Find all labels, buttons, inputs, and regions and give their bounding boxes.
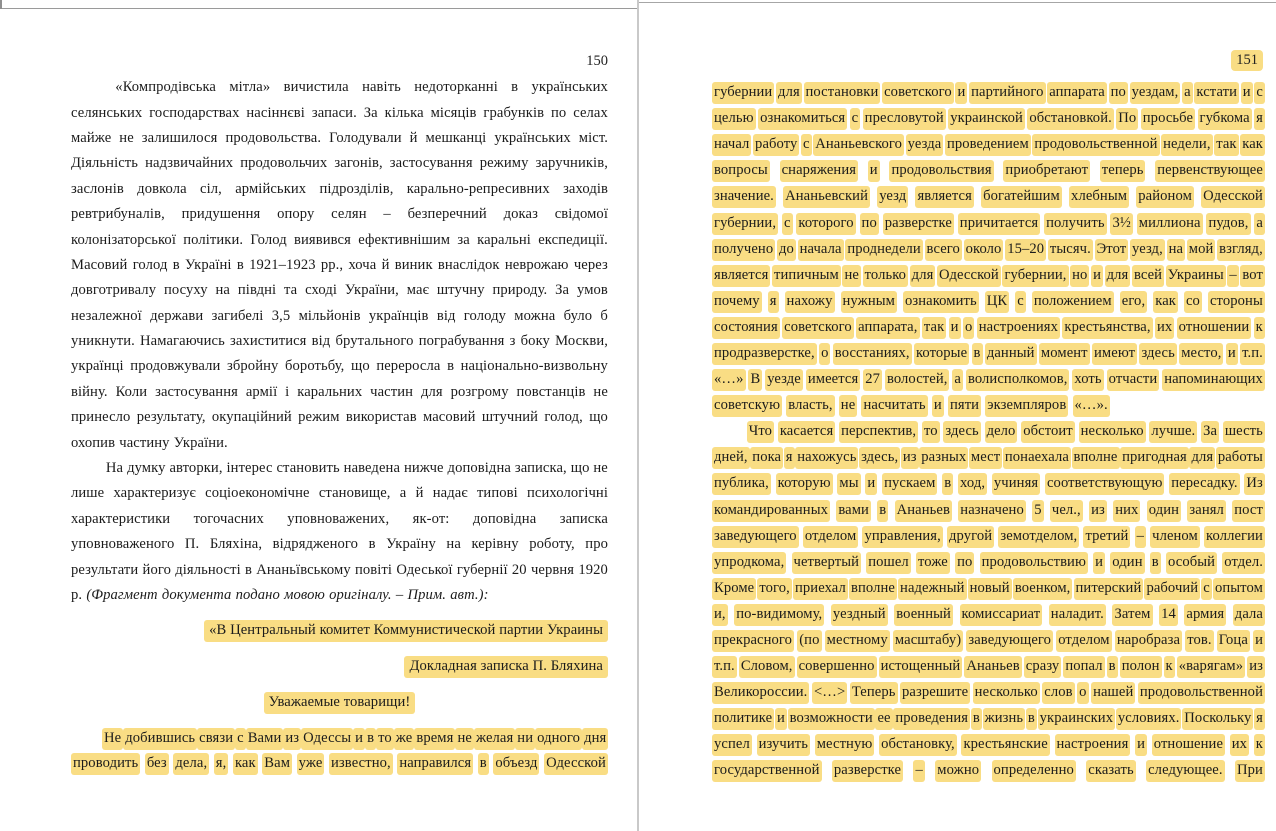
text-line: лише характеризує соціоекономічне становище, а й надає типові психологічні [71,485,608,502]
text-line: прекрасного (по местному масштабу) заведующего отделом наробраза тов. Гоца и [712,628,1265,654]
page-right [639,2,1276,831]
page-left [0,8,637,831]
quote-address-line [71,619,608,644]
text-line: значение. Ананьевский уезд является богатейшим хлебным районом Одесской [712,184,1265,210]
quote-salutation [71,690,608,715]
text-line: Не добившись связи с Вами из Одессы и в то же время не желая ни одного дня [71,726,608,751]
page-number-left: 150 [586,53,608,69]
text-line: уникнути. Намагаючись захиститися від брутального пограбування з боку Москви, [71,333,608,350]
page-number-right [1231,52,1263,69]
text-line: упродкома, четвертый пошел тоже по продовольствию и один в особый отдел. [712,550,1265,576]
text-line: т.п. Словом, совершенно истощенный Ананьев сразу попал в полон к «варягам» из [712,654,1265,680]
text-line: получено до начала проднедели всего около 15–20 тысяч. Этот уезд, на мой взгляд, [712,237,1265,263]
text-line: целью ознакомиться с пресловутой украинской обстановкой. По просьбе губкома я [712,106,1265,132]
page-left-text [71,75,608,777]
text-line: дней, пока я нахожусь здесь, из разных мест понаехала вполне пригодная для работы [712,445,1265,471]
text-line: незалежної держави загибелі 3,5 мільйонів українців від голоду можна було б [71,307,608,324]
text-line: На думку авторки, інтерес становить наведена нижче доповідна записка, що не [105,460,608,477]
text-line: заслонів довкола сіл, армійських підрозділів, карально-репресивних заходів [71,180,608,197]
text-line: вопросы снаряжения и продовольствия приобретают теперь первенствующее [712,158,1265,184]
text-line: майже не залишилося продовольства. Голодували й мешканці українських міст. [71,129,608,146]
text-line: принесло результату, окупаційний режим використав масовий штучний голод, що [71,409,608,426]
page-right-text [712,80,1265,785]
text-line: «…» В уезде имеется 27 волостей, а волисполкомов, хоть отчасти напоминающих [712,367,1265,393]
quote-opening-paragraph [71,726,608,777]
text-line: и, по-видимому, уездный военный комиссариат наладит. Затем 14 армия дала [712,602,1265,628]
text-line: Докладная записка П. Бляхина [71,655,608,680]
text-line: является типичным не только для Одесской губернии, но и для всей Украины – вот [712,263,1265,289]
quote-paragraph-prospects [712,419,1265,784]
text-line: результати його діяльності в Ананьївському повіті Одеської губернії 20 червня 1920 [71,561,608,578]
text-line: советскую власть, не насчитать и пяти экземпляров «…». [712,393,1265,419]
text-line: заведующего отделом управления, другой земотделом, третий – членом коллегии [712,524,1265,550]
paragraph-author-note [71,456,608,608]
text-line: українці продовжували збройну боротьбу, що переросла в національно-визвольну [71,358,608,375]
text-line: ревтрибуналів, придушення опору селян – безперечний доказ свідомої [71,206,608,223]
text-line: селянських господарствах насіннєві запаси. За кілька місяців грабунків по селах [71,104,608,121]
text-line: уповноваженого П. Бляхіна, відрядженого в Україну на керівну роботу, про [71,536,608,553]
text-line: характеристики тогочасних уповноважених, як-от: доповідна записка [71,510,608,527]
text-line: губернии, с которого по разверстке причитается получить 3½ миллиона пудов, а [712,210,1265,236]
text-line: почему я нахожу нужным ознакомить ЦК с положением его, как со стороны [712,289,1265,315]
text-line: р. (Фрагмент документа подано мовою оригіналу. – Прим. авт.): [71,587,489,603]
text-line: успел изучить местную обстановку, крестьянские настроения и отношение их к [712,732,1265,758]
text-line: «В Центральный комитет Коммунистической партии Украины [71,619,608,644]
page-edge-tick [0,0,2,9]
text-line: государственной разверстке – можно определенно сказать следующее. При [712,758,1265,784]
quote-doc-title-line [71,655,608,680]
text-line: Масовий голод в Україні в 1921–1923 рр., хоча й виник внаслідок неврожаю через [71,256,608,273]
text-line: Діяльність надзвичайних продовольчих загонів, застосування режиму заручників, [71,155,608,172]
text-line: состояния советского аппарата, так и о настроениях крестьянства, их отношении к [712,315,1265,341]
quote-paragraph-continued [712,80,1265,419]
text-line: публика, которую мы и пускаем в ход, учиняя соответствующую пересадку. Из [712,471,1265,497]
text-line: командированных вами в Ананьев назначено 5 чел., из них один занял пост [712,498,1265,524]
text-line: проводить без дела, я, как Вам уже известно, направился в объезд Одесской [71,752,608,777]
text-line: охопив частину України. [71,434,228,451]
text-line: війну. Коли застосування армії і каральних частин для розгрому повстанців не [71,383,608,400]
text-line: продразверстке, о восстаниях, которые в данный момент имеют здесь место, и т.п. [712,341,1265,367]
text-line: колонізаторської політики. Голод виявився ефективнішим за каральні експедиції. [71,231,608,248]
text-line: Что касается перспектив, то здесь дело обстоит несколько лучше. За шесть [712,419,1265,445]
text-line: политике и возможности ее проведения в жизнь в украинских условиях. Поскольку я [712,706,1265,732]
text-line: Кроме того, приехал вполне надежный новый военком, питерский рабочий с опытом [712,576,1265,602]
text-line: «Компродівська мітла» вичистила навіть недоторканні в українських [115,79,608,96]
text-line: начал работу с Ананьевского уезда проведением продовольственной недели, так как [712,132,1265,158]
text-line: Великороссии. <…> Теперь разрешите несколько слов о нашей продовольственной [712,680,1265,706]
page-number-highlight: 151 [1231,50,1263,71]
text-line: Уважаемые товарищи! [71,690,608,715]
paragraph-famine [71,75,608,456]
text-line: довготривалу посуху на півдні та сході України, має штучну природу. За умов [71,282,608,299]
text-line: губернии для постановки советского и партийного аппарата по уездам, а кстати и с [712,80,1265,106]
